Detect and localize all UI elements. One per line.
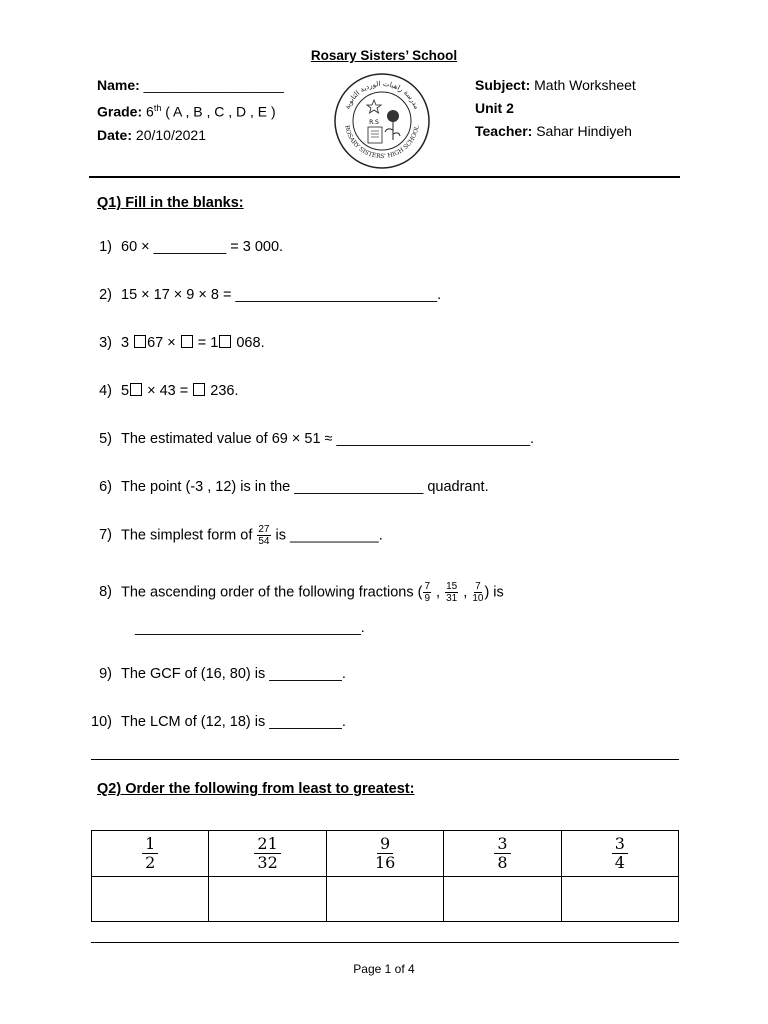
blank-box (130, 383, 142, 396)
q1-item-9 (72, 666, 346, 682)
item-number: 8) (99, 584, 112, 601)
unit-row (475, 97, 636, 120)
grade-label: Grade: (97, 103, 143, 120)
q1-title: Q1) Fill in the blanks: (97, 195, 244, 211)
seal-text-bottom: ROSARY SISTERS' HIGH SCHOOL (343, 124, 421, 161)
denominator: 54 (258, 536, 270, 547)
name-blank: __________________ (139, 77, 284, 93)
answer-cell[interactable] (326, 877, 443, 922)
item-text: The point (-3 , 12) is in the ________________ quadrant. (121, 479, 489, 495)
page-number: Page 1 of 4 (353, 962, 415, 976)
name-row (97, 74, 284, 97)
denominator: 16 (374, 853, 396, 872)
item-number: 5) (99, 431, 112, 447)
seal-initials: R.S (369, 119, 379, 126)
answer-cell[interactable] (561, 877, 678, 922)
footer-divider (91, 942, 679, 943)
blank-box (134, 335, 146, 348)
item-text: × 43 = (143, 383, 193, 399)
fraction (257, 524, 270, 547)
q1-item-10 (72, 714, 346, 730)
denominator: 31 (446, 593, 458, 604)
grade-sup: th (153, 103, 162, 113)
subject-label: Subject: (475, 77, 531, 93)
answer-row (92, 877, 679, 922)
q2-title: Q2) Order the following from least to greatest: (97, 781, 415, 797)
separator: , (459, 584, 472, 601)
answer-cell[interactable] (209, 877, 327, 922)
header-right (475, 74, 636, 143)
fractions-row (92, 831, 679, 877)
blank-box (219, 335, 231, 348)
date-label: Date: (97, 126, 133, 143)
q1-item-8-answer-line: ____________________________. (135, 620, 365, 636)
item-number: 3) (99, 335, 112, 351)
grade-value: 6 (142, 103, 154, 120)
item-text: The ascending order of the following fractions ( (121, 584, 423, 601)
unit-label: Unit 2 (475, 100, 514, 116)
item-number: 9) (99, 666, 112, 682)
subject-value: Math Worksheet (530, 77, 636, 93)
numerator: 3 (494, 835, 510, 854)
q1-item-2 (72, 287, 441, 303)
ordering-table (91, 830, 679, 922)
school-name: Rosary Sisters’ School (310, 48, 458, 63)
item-text: 3 (121, 335, 134, 351)
fraction (445, 581, 458, 604)
numerator: 7 (475, 581, 481, 592)
fraction-cell (561, 831, 678, 877)
item-text: ) is (484, 584, 504, 601)
item-text: 068. (232, 335, 265, 351)
item-number: 7) (99, 527, 112, 544)
date-row (97, 124, 284, 147)
item-text: The estimated value of 69 × 51 ≈ ________________________. (121, 431, 535, 447)
denominator: 4 (614, 853, 625, 872)
grade-sections: ( A , B , C , D , E ) (161, 103, 276, 120)
q1-item-3 (72, 335, 265, 351)
teacher-label: Teacher: (475, 123, 533, 139)
item-number: 6) (99, 479, 112, 495)
separator: , (432, 584, 445, 601)
q1-item-1 (72, 239, 283, 255)
q1-item-4 (72, 383, 239, 399)
header-divider (89, 176, 680, 178)
fraction (472, 581, 483, 604)
seal-emblem-icon (333, 72, 431, 170)
denominator: 8 (497, 853, 508, 872)
q1-divider (91, 759, 679, 760)
item-text: 67 × (147, 335, 180, 351)
item-text: 5 (121, 383, 130, 399)
numerator: 3 (612, 835, 628, 854)
item-text: 15 × 17 × 9 × 8 = _________________________. (121, 287, 442, 303)
denominator: 32 (257, 853, 278, 872)
answer-cell[interactable] (444, 877, 561, 922)
item-text: = 1 (193, 335, 219, 351)
q1-item-5 (72, 431, 534, 447)
blank-box (193, 383, 205, 396)
teacher-value: Sahar Hindiyeh (532, 123, 632, 139)
item-number: 10) (91, 714, 112, 730)
fraction-cell (326, 831, 443, 877)
numerator: 15 (446, 581, 458, 592)
fraction (423, 581, 431, 604)
fraction (375, 835, 395, 872)
item-text: The GCF of (16, 80) is _________. (121, 666, 346, 682)
q1-item-8 (72, 581, 504, 604)
denominator: 2 (145, 853, 156, 872)
date-value: 20/10/2021 (132, 126, 206, 143)
subject-row (475, 74, 636, 97)
blank-box (181, 335, 193, 348)
grade-row (97, 97, 284, 124)
item-text: 60 × _________ = 3 000. (121, 239, 284, 255)
numerator: 21 (254, 835, 280, 854)
numerator: 27 (258, 524, 270, 535)
item-text: The simplest form of (121, 527, 257, 544)
q1-item-7 (72, 524, 383, 547)
name-label: Name: (97, 77, 140, 93)
numerator: 1 (142, 835, 158, 854)
header-left (97, 74, 284, 147)
fraction-cell (444, 831, 561, 877)
item-number: 1) (99, 239, 112, 255)
svg-text:مدرسة راهبات الوردية الثانوية (343, 80, 421, 111)
school-seal (333, 72, 431, 170)
denominator: 9 (424, 593, 431, 604)
q1-item-6 (72, 479, 489, 495)
numerator: 9 (377, 835, 393, 854)
item-number: 2) (99, 287, 112, 303)
fraction-cell (209, 831, 327, 877)
fraction (612, 835, 628, 872)
item-number: 4) (99, 383, 112, 399)
seal-text-top: مدرسة راهبات الوردية الثانوية (343, 79, 421, 111)
item-text: is ___________. (271, 527, 383, 544)
answer-cell[interactable] (92, 877, 209, 922)
item-text: 236. (206, 383, 239, 399)
fraction (142, 835, 158, 872)
item-text: The LCM of (12, 18) is _________. (121, 714, 346, 730)
denominator: 10 (472, 593, 484, 604)
fraction (254, 835, 280, 872)
fraction (494, 835, 510, 872)
teacher-row (475, 120, 636, 143)
fraction-cell (92, 831, 209, 877)
numerator: 7 (424, 581, 431, 592)
